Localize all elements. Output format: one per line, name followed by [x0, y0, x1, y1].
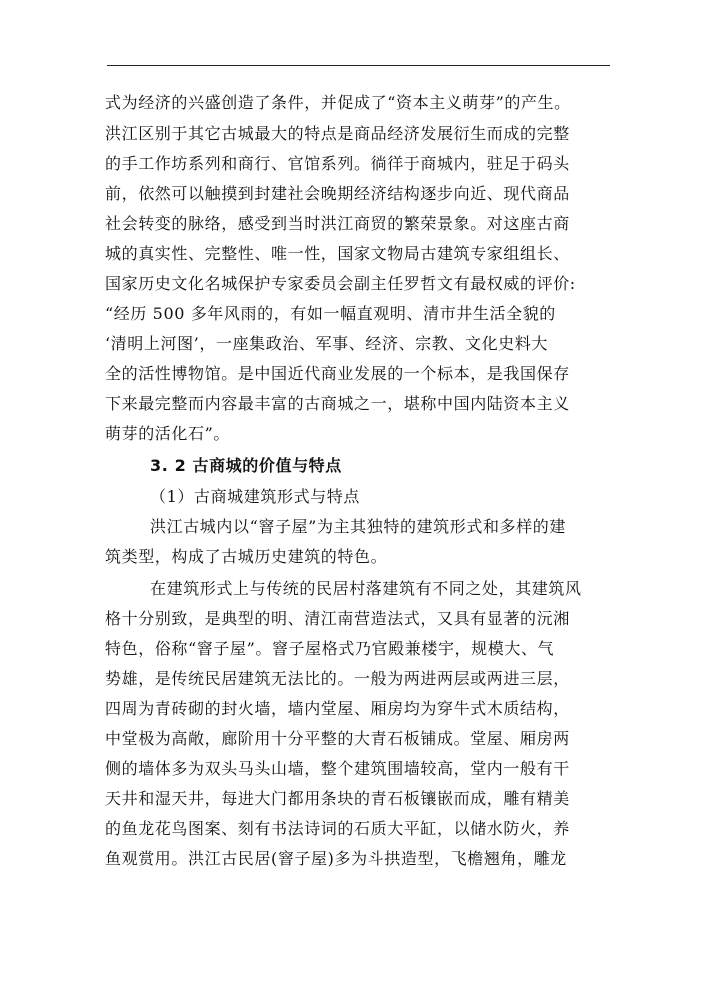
body-line-4: 前，依然可以触摸到封建社会晚期经济结构逐步向近、现代商品	[105, 184, 570, 203]
paragraph-2-line-7: 侧的墙体多为双头马头山墙，整个建筑围墙较高，堂内一般有干	[105, 759, 570, 778]
quote-line-2: ‘清明上河图’，一座集政治、军事、经济、宗教、文化史料大	[105, 334, 548, 353]
paragraph-2-line-4: 势雄，是传统民居建筑无法比的。一般为两进两层或两进三层，	[105, 669, 570, 688]
body-line-6: 城的真实性、完整性、唯一性，国家文物局古建筑专家组组长、	[105, 244, 570, 263]
quote-line-4: 下来最完整而内容最丰富的古商城之一，堪称中国内陆资本主义	[105, 394, 570, 413]
body-line-2: 洪江区别于其它古城最大的特点是商品经济发展衍生而成的完整	[105, 124, 570, 143]
paragraph-2-line-5: 四周为青砖砌的封火墙，墙内堂屋、厢房均为穿牛式木质结构，	[105, 699, 570, 718]
paragraph-2-line-6: 中堂极为高敞，廊阶用十分平整的大青石板铺成。堂屋、厢房两	[105, 729, 570, 748]
paragraph-1-line-1: 洪江古城内以“窨子屋”为主其独特的建筑形式和多样的建	[150, 517, 566, 536]
paragraph-2-line-1: 在建筑形式上与传统的民居村落建筑有不同之处，其建筑风	[150, 579, 582, 598]
quote-line-3: 全的活性博物馆。是中国近代商业发展的一个标本，是我国保存	[105, 364, 570, 383]
quote-line-1: “经历 500 多年风雨的，有如一幅直观明、清市井生活全貌的	[105, 304, 556, 323]
header-rule	[107, 65, 610, 66]
subsection-heading: （1）古商城建筑形式与特点	[150, 487, 360, 506]
paragraph-2-line-3: 特色，俗称“窨子屋”。窨子屋格式乃官殿兼楼宇，规模大、气	[105, 639, 555, 658]
paragraph-2-line-8: 天井和湿天井，每进大门都用条块的青石板镶嵌而成，雕有精美	[105, 789, 570, 808]
paragraph-1-line-2: 筑类型，构成了古城历史建筑的特色。	[105, 547, 388, 566]
section-heading: 3. 2 古商城的价值与特点	[150, 456, 342, 475]
body-line-5: 社会转变的脉络，感受到当时洪江商贸的繁荣景象。对这座古商	[105, 214, 570, 233]
body-line-7: 国家历史文化名城保护专家委员会副主任罗哲文有最权威的评价:	[105, 274, 576, 293]
body-line-1: 式为经济的兴盛创造了条件，并促成了“资本主义萌芽”的产生。	[105, 93, 571, 112]
quote-line-5: 萌芽的活化石”。	[105, 424, 230, 443]
paragraph-2-line-10: 鱼观赏用。洪江古民居(窨子屋)多为斗拱造型，飞檐翘角，雕龙	[105, 849, 567, 868]
paragraph-2-line-9: 的鱼龙花鸟图案、刻有书法诗词的石质大平缸，以储水防火，养	[105, 819, 570, 838]
paragraph-2-line-2: 格十分别致，是典型的明、清江南营造法式，又具有显著的沅湘	[105, 609, 570, 628]
body-line-3: 的手工作坊系列和商行、官馆系列。徜徉于商城内，驻足于码头	[105, 154, 570, 173]
